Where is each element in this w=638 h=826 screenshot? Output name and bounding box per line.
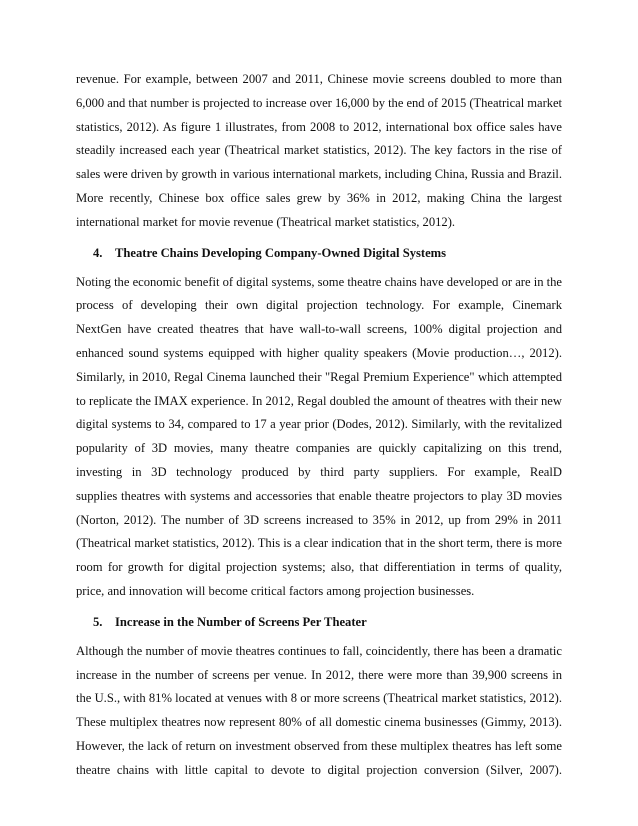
section-number: 5. (93, 614, 103, 629)
text-line: supplies theatres with systems and accessories that enable theatre projectors to play 3D movies (76, 488, 562, 503)
text-line: the U.S., with 81% located at venues with 8 or more screens (Theatrical market statistics, 2012). (76, 691, 562, 706)
paragraph-screens-per-theater (76, 640, 562, 783)
text-line: international market for movie revenue (Theatrical market statistics, 2012). (76, 214, 456, 229)
text-line: steadily increased each year (Theatrical market statistics, 2012). The key factors in the rise of (76, 143, 562, 158)
text-line: digital systems to 34, compared to 17 a year prior (Dodes, 2012). Similarly, with the revitalized (76, 417, 562, 432)
text-line: sales were driven by growth in various international markets, including China, Russia and Brazil. (76, 167, 562, 182)
text-line: Noting the economic benefit of digital systems, some theatre chains have developed or are in the (76, 274, 562, 289)
text-line: Although the number of movie theatres continues to fall, coincidently, there has been a dramatic (76, 643, 562, 658)
text-line: room for growth for digital projection systems; also, that differentiation in terms of quality, (76, 560, 562, 575)
text-line: increase in the number of screens per venue. In 2012, there were more than 39,900 screens in (76, 667, 562, 682)
text-line: price, and innovation will become critical factors among projection businesses. (76, 583, 475, 598)
section-number: 4. (93, 245, 103, 260)
text-line: revenue. For example, between 2007 and 2011, Chinese movie screens doubled to more than (76, 72, 562, 86)
text-line: (Theatrical market statistics, 2012). This is a clear indication that in the short term, there is more (76, 536, 562, 551)
text-line: theatre chains with little capital to devote to digital projection conversion (Silver, 2007). (76, 762, 562, 777)
paragraph-box-office-revenue (76, 68, 562, 235)
text-line: NextGen have created theatres that have wall-to-wall screens, 100% digital projection and (76, 322, 562, 337)
text-line: 6,000 and that number is projected to increase over 16,000 by the end of 2015 (Theatrical market (76, 95, 562, 110)
text-line: enhanced sound systems equipped with higher quality speakers (Movie production…, 2012). (76, 345, 562, 360)
text-line: However, the lack of return on investment observed from these multiplex theatres has left some (76, 738, 562, 753)
text-line: investing in 3D technology produced by third party suppliers. For example, RealD (76, 464, 562, 479)
text-line: Similarly, in 2010, Regal Cinema launched their "Regal Premium Experience" which attempted (76, 369, 562, 384)
section-title: Theatre Chains Developing Company-Owned Digital Systems (115, 245, 447, 260)
text-line: More recently, Chinese box office sales grew by 36% in 2012, making China the largest (76, 190, 562, 205)
text-line: statistics, 2012). As figure 1 illustrates, from 2008 to 2012, international box office sales have (76, 119, 562, 134)
paragraph-digital-systems (76, 271, 562, 604)
section-heading-5 (93, 610, 562, 634)
text-line: These multiplex theatres now represent 80% of all domestic cinema businesses (Gimmy, 2013). (76, 715, 562, 730)
section-title: Increase in the Number of Screens Per Theater (115, 614, 367, 629)
section-heading-4 (93, 241, 562, 265)
text-line: popularity of 3D movies, many theatre companies are quickly capitalizing on this trend, (76, 441, 562, 456)
text-line: to replicate the IMAX experience. In 2012, Regal doubled the amount of theatres with their new (76, 393, 562, 408)
text-line: (Norton, 2012). The number of 3D screens increased to 35% in 2012, up from 29% in 2011 (76, 512, 562, 527)
text-line: process of developing their own digital projection technology. For example, Cinemark (76, 298, 562, 313)
